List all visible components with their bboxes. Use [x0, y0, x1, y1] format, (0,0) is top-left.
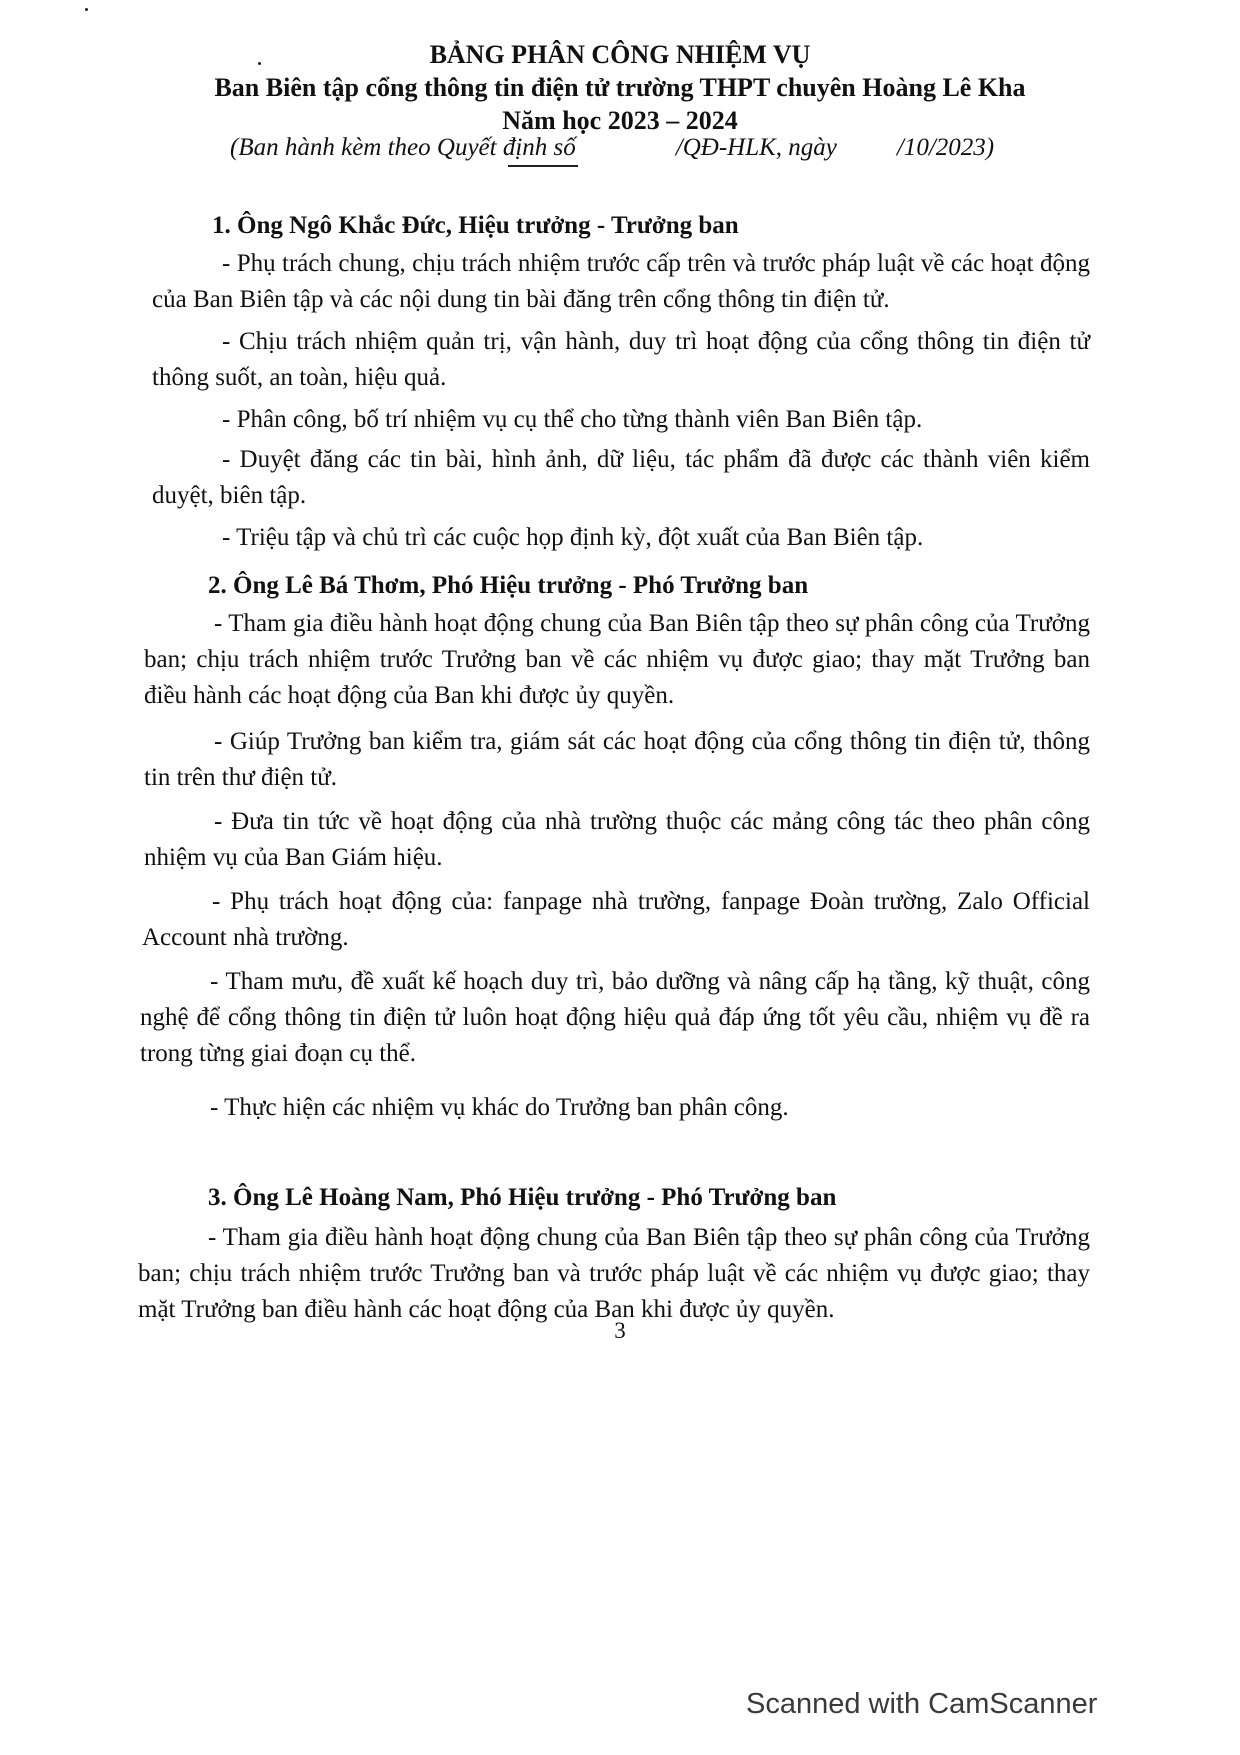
decision-text-part-2: /QĐ-HLK, ngày	[675, 134, 837, 161]
section-1-heading: 1. Ông Ngô Khắc Đức, Hiệu trưởng - Trưởng ban	[212, 212, 739, 239]
scan-speck	[85, 8, 88, 11]
section-2-item-3: - Đưa tin tức về hoạt động của nhà trường thuộc các mảng công tác theo phân công nhiệm vụ của Ban Giám hiệu.	[144, 808, 1090, 871]
section-2-item-5: - Tham mưu, đề xuất kế hoạch duy trì, bảo dưỡng và nâng cấp hạ tầng, kỹ thuật, công nghệ để cổng thông tin điện tử luôn hoạt động hiệu quả đáp ứng tốt yêu cầu, nhiệm vụ đề ra trong từng giai đoạn cụ thể.	[140, 968, 1090, 1067]
section-1-item-2: - Chịu trách nhiệm quản trị, vận hành, duy trì hoạt động của cổng thông tin điện tử thông suốt, an toàn, hiệu quả.	[152, 328, 1090, 391]
section-2-item-1: - Tham gia điều hành hoạt động chung của Ban Biên tập theo sự phân công của Trưởng ban; chịu trách nhiệm trước Trưởng ban về các nhiệm vụ được giao; thay mặt Trưởng ban điều hành các hoạt động của Ban khi được ủy quyền.	[144, 610, 1090, 709]
page-number: 3	[614, 1318, 626, 1343]
section-1-item-1: - Phụ trách chung, chịu trách nhiệm trước cấp trên và trước pháp luật về các hoạt động của Ban Biên tập và các nội dung tin bài đăng trên cổng thông tin điện tử.	[152, 250, 1090, 313]
decision-reference	[230, 134, 994, 162]
section-3-item-1: - Tham gia điều hành hoạt động chung của Ban Biên tập theo sự phân công của Trưởng ban; chịu trách nhiệm trước Trưởng ban và trước pháp luật về các nhiệm vụ được giao; thay mặt Trưởng ban điều hành các hoạt động của Ban khi được ủy quyền.	[138, 1224, 1090, 1323]
section-3-heading: 3. Ông Lê Hoàng Nam, Phó Hiệu trưởng - Phó Trưởng ban	[208, 1184, 837, 1211]
document-subtitle-board: Ban Biên tập cổng thông tin điện tử trường THPT chuyên Hoàng Lê Kha	[214, 73, 1026, 102]
decision-text-part-3: /10/2023)	[896, 134, 995, 161]
section-2-item-2: - Giúp Trưởng ban kiểm tra, giám sát các hoạt động của cổng thông tin điện tử, thông tin trên thư điện tử.	[144, 728, 1090, 791]
section-1-item-3: - Phân công, bố trí nhiệm vụ cụ thể cho từng thành viên Ban Biên tập.	[222, 406, 923, 433]
section-1-item-5: - Triệu tập và chủ trì các cuộc họp định kỳ, đột xuất của Ban Biên tập.	[222, 524, 924, 551]
camscanner-watermark: Scanned with CamScanner	[746, 1688, 1098, 1720]
section-2-heading: 2. Ông Lê Bá Thơm, Phó Hiệu trưởng - Phó Trưởng ban	[208, 572, 809, 599]
document-subtitle-year: Năm học 2023 – 2024	[502, 106, 738, 135]
section-1-item-4: - Duyệt đăng các tin bài, hình ảnh, dữ liệu, tác phẩm đã được các thành viên kiểm duyệt, biên tập.	[152, 446, 1090, 509]
section-2-item-4: - Phụ trách hoạt động của: fanpage nhà trường, fanpage Đoàn trường, Zalo Official Account nhà trường.	[142, 888, 1090, 951]
decision-text-part-1: (Ban hành kèm theo Quyết định số	[230, 134, 576, 161]
decision-underline	[508, 165, 578, 167]
document-title: BẢNG PHÂN CÔNG NHIỆM VỤ	[429, 40, 811, 69]
section-2-item-6: - Thực hiện các nhiệm vụ khác do Trưởng ban phân công.	[210, 1094, 789, 1121]
